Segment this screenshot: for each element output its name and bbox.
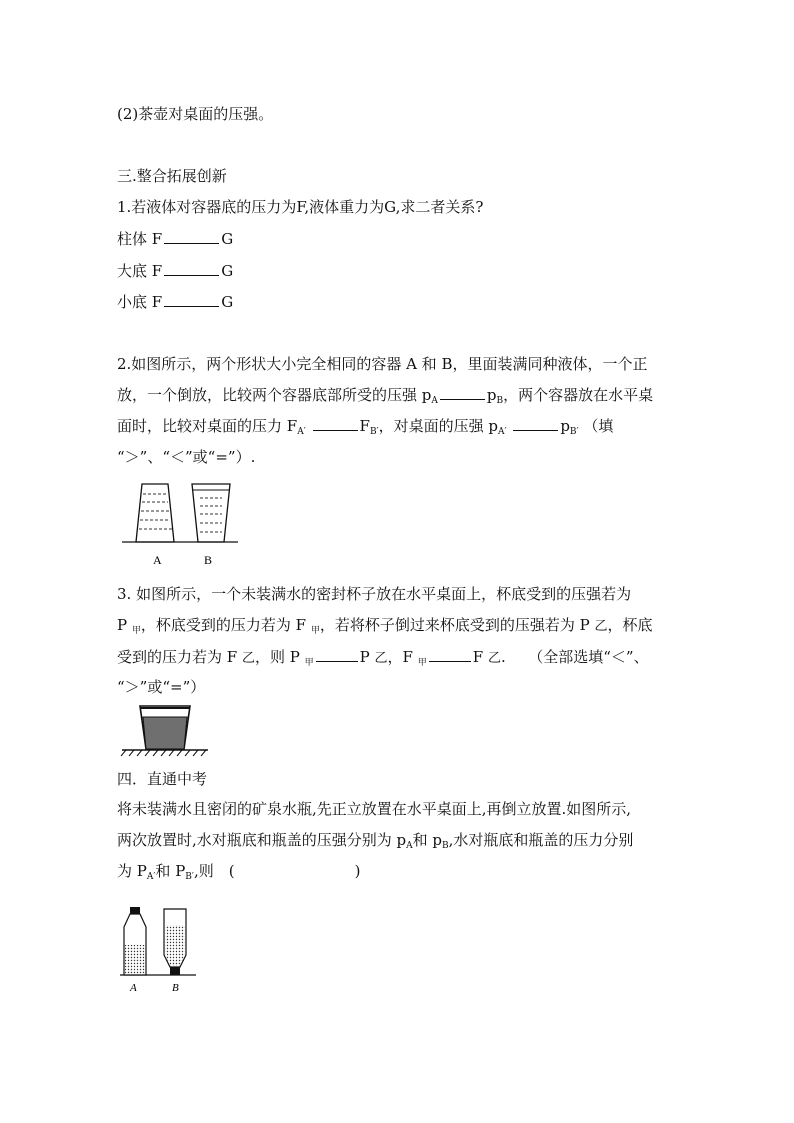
- answer-blank[interactable]: [316, 647, 358, 662]
- section-3-heading: 三.整合拓展创新: [117, 167, 227, 185]
- q3-line-4: “＞”或“=”）: [117, 678, 206, 696]
- s4-line-3: 为 $P_{A'}$和 $P_{B'}$,则 ( ): [117, 862, 361, 882]
- container-b: [192, 484, 230, 542]
- container-a: [136, 484, 174, 542]
- teapot-question: (2)茶壶对桌面的压强。: [117, 105, 274, 123]
- bottle-a-water: [125, 945, 145, 974]
- figure-label-a: A: [153, 553, 162, 567]
- q1-row-column: 柱体 F G: [117, 230, 234, 248]
- answer-blank[interactable]: [164, 292, 219, 307]
- q3-line-1: 3. 如图所示，一个未装满水的密封杯子放在水平桌面上，杯底受到的压强若为: [117, 585, 632, 603]
- liquid-a: [139, 494, 172, 529]
- bottle-b-water: [165, 925, 185, 966]
- q2-line-2: 放，一个倒放，比较两个容器底部所受的压强 $p_A$ $p_B$，两个容器放在水平桌: [117, 386, 654, 406]
- q2-line-1: 2.如图所示，两个形状大小完全相同的容器 A 和 B，里面装满同种液体，一个正: [117, 355, 648, 373]
- s4-line-1: 将未装满水且密闭的矿泉水瓶,先正立放置在水平桌面上,再倒立放置.如图所示,: [117, 800, 632, 818]
- cup-water: [143, 717, 187, 749]
- answer-blank[interactable]: [313, 416, 358, 431]
- containers-figure: [120, 480, 240, 572]
- answer-blank[interactable]: [429, 647, 471, 662]
- liquid-b: [200, 498, 222, 532]
- q3-line-2: P $_甲$，杯底受到的压力若为 F $_甲$，若将杯子倒过来杯底受到的压强若为 P 乙，杯底: [117, 616, 653, 636]
- answer-blank[interactable]: [164, 261, 219, 276]
- answer-blank[interactable]: [513, 416, 558, 431]
- answer-blank[interactable]: [440, 385, 485, 400]
- answer-blank[interactable]: [164, 229, 219, 244]
- figure-label-b: B: [204, 553, 213, 567]
- figure-label-a: A: [130, 982, 137, 994]
- figure-label-b: B: [172, 982, 179, 994]
- table-hatching: [121, 750, 206, 756]
- q3-line-3: 受到的压力若为 F 乙，则 P $_甲$ P 乙，F $_甲$ F 乙. （全部选填“＜”、: [117, 648, 649, 668]
- cup-figure: [118, 703, 210, 759]
- section-4-heading: 四．直通中考: [117, 770, 208, 788]
- q1-row-wide-base: 大底 F G: [117, 262, 234, 280]
- bottles-figure: [118, 905, 198, 997]
- q1-text: 1.若液体对容器底的压力为F,液体重力为G,求二者关系?: [117, 198, 484, 216]
- q1-row-narrow-base: 小底 F G: [117, 293, 234, 311]
- bottle-b-cap: [170, 967, 180, 975]
- q2-line-3: 面时，比较对桌面的压力 $F_{A'}$ $F_{B'}$，对桌面的压强 $p_{A'}$ $p_{B'}$ （填: [117, 417, 614, 437]
- s4-line-2: 两次放置时,水对瓶底和瓶盖的压强分别为 $p_A$和 $p_B$,水对瓶底和瓶盖的压力分别: [117, 831, 634, 851]
- q2-line-4: “＞”、“＜”或“=”）.: [117, 448, 256, 466]
- bottle-a-cap: [130, 907, 140, 914]
